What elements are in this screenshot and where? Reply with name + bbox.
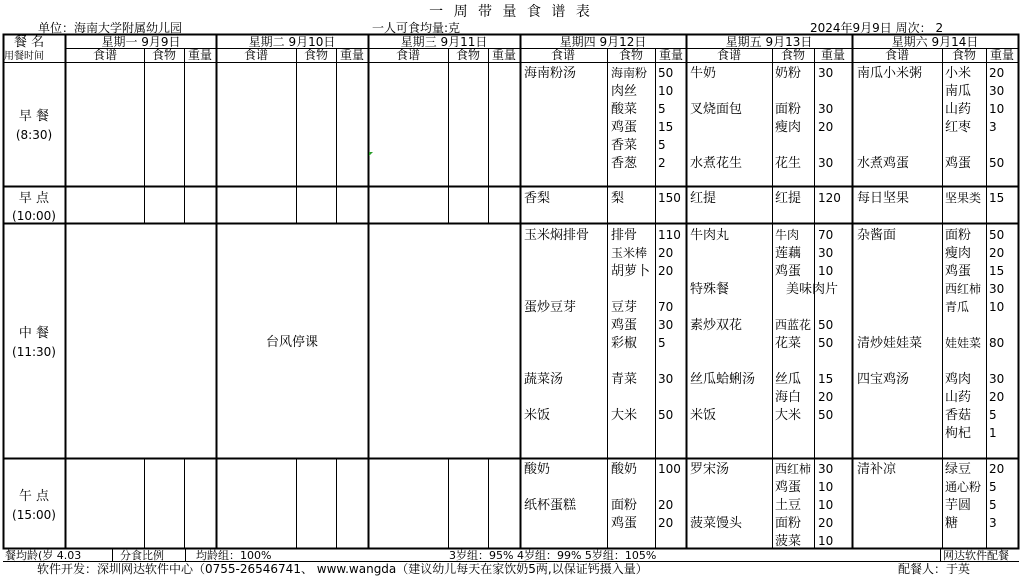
thu-food: 面粉 [611,498,638,513]
fri-weight: 10 [818,264,834,278]
fri-dish: 叉烧面包 [690,102,743,117]
thu-food: 鸡蛋 [611,318,638,333]
thu-dish: 玉米焖排骨 [524,228,590,243]
fri-dish: 素炒双花 [690,318,743,333]
thu-weight: 20 [658,246,674,260]
thu-weight: 100 [658,462,681,476]
thu-weight: 2 [658,156,666,170]
sat-food: 面粉 [945,228,972,243]
fri-food: 瘦肉 [775,120,802,135]
fri-weight: 15 [818,372,834,386]
sat-food: 娃娃菜 [945,336,982,350]
sub-weight: 重量 [820,48,846,62]
fri-weight: 30 [818,66,834,80]
sub-food: 食物 [618,48,644,62]
thu-food: 青菜 [611,372,638,387]
sat-dish: 每日坚果 [857,191,910,206]
day-header-fri: 星期五 9月13日 [725,35,813,49]
sat-weight: 80 [989,336,1005,350]
thu-weight: 30 [658,318,674,332]
fri-weight: 30 [818,462,834,476]
thu-weight: 15 [658,120,674,134]
sat-weight: 3 [989,516,997,530]
fri-food: 红提 [775,191,802,206]
thu-weight: 20 [658,498,674,512]
meal-morning-snack-time: (10:00) [12,209,56,223]
sat-weight: 10 [989,102,1005,116]
thu-weight: 110 [658,228,681,242]
thu-food: 大米 [611,408,638,423]
fri-food: 菠菜 [775,534,802,549]
sat-dish: 清补凉 [857,462,897,477]
fri-dish: 水煮花生 [690,156,743,171]
fri-food: 大米 [775,408,802,423]
thu-food: 海南粉 [611,66,648,80]
thu-weight: 20 [658,516,674,530]
sub-recipe: 食谱 [395,48,421,62]
meal-afternoon-snack-time: (15:00) [12,508,56,522]
sat-dish: 南瓜小米粥 [857,66,923,81]
sat-weight: 30 [989,282,1005,296]
sat-weight: 50 [989,228,1005,242]
fri-weight: 20 [818,390,834,404]
meal-breakfast-label: 早 餐 [18,109,50,124]
meal-lunch-time: (11:30) [12,345,56,359]
date-week-label: 2024年9月9日 周次： 2 [810,21,944,35]
sat-weight: 20 [989,462,1005,476]
day-header-wed: 星期三 9月11日 [400,35,488,49]
ratio-label: 分食比例 [120,549,164,562]
fri-weight: 120 [818,191,841,205]
thu-weight: 30 [658,372,674,386]
thu-food: 肉丝 [611,84,638,99]
thu-food: 彩椒 [611,336,638,351]
sat-weight: 1 [989,426,997,440]
cell-marker [369,152,373,156]
thu-weight: 5 [658,102,666,116]
sat-food: 小米 [945,66,972,81]
thu-dish: 酸奶 [524,462,551,477]
fri-weight: 30 [818,156,834,170]
fri-weight: 50 [818,318,834,332]
thu-food: 香葱 [611,156,638,171]
sub-food: 食物 [303,48,329,62]
fri-food: 莲藕 [775,246,802,261]
age-group-ratios: 3岁组：95% 4岁组：99% 5岁组：105% [449,549,657,562]
meal-morning-snack-label: 早 点 [18,191,50,206]
thu-dish: 米饭 [524,408,551,423]
sat-food: 通心粉 [945,480,982,494]
fri-weight: 10 [818,498,834,512]
sat-food: 鸡蛋 [945,264,972,279]
day-header-mon: 星期一 9月9日 [101,35,181,49]
thu-dish: 香梨 [524,191,551,206]
thu-weight: 20 [658,264,674,278]
unit-label: 单位：海南大学附属幼儿园 [38,21,183,35]
fri-food: 美味肉片 [786,282,839,297]
sat-weight: 5 [989,408,997,422]
day-header-thu: 星期四 9月12日 [559,35,647,49]
sub-recipe: 食谱 [716,48,742,62]
fri-weight: 50 [818,408,834,422]
thu-food: 胡萝卜 [611,264,651,279]
sat-food: 西红柿 [945,282,982,296]
nutritionist-label: 配餐人：于英 [898,562,971,576]
thu-weight: 70 [658,300,674,314]
fri-food: 花菜 [775,336,802,351]
thu-weight: 50 [658,66,674,80]
sat-dish: 四宝鸡汤 [857,372,910,387]
sub-recipe: 食谱 [550,48,576,62]
sat-weight: 30 [989,84,1005,98]
sat-food: 红枣 [945,120,972,135]
thu-weight: 5 [658,336,666,350]
sub-recipe: 食谱 [884,48,910,62]
thu-food: 鸡蛋 [611,516,638,531]
thu-food: 酸奶 [611,462,638,477]
sub-weight: 重量 [187,48,213,62]
thu-dish: 纸杯蛋糕 [524,498,577,513]
sub-recipe: 食谱 [92,48,118,62]
fri-food: 海白 [775,390,802,405]
sub-food: 食物 [951,48,977,62]
sat-food: 山药 [945,390,972,405]
sat-food: 鸡肉 [945,372,972,387]
sat-weight: 20 [989,390,1005,404]
sat-weight: 3 [989,120,997,134]
fri-dish: 丝瓜蛤蜊汤 [690,372,756,387]
sub-food: 食物 [780,48,806,62]
meal-breakfast-time: (8:30) [15,128,53,142]
fri-weight: 50 [818,336,834,350]
sat-food: 坚果类 [945,191,982,205]
thu-weight: 150 [658,191,681,205]
fri-food: 奶粉 [775,66,802,81]
fri-food: 土豆 [775,498,802,513]
sub-weight: 重量 [339,48,365,62]
day-header-tue: 星期二 9月10日 [248,35,336,49]
fri-dish: 菠菜馒头 [690,516,743,531]
fri-weight: 70 [818,228,834,242]
thu-food: 排骨 [611,228,638,243]
fri-dish: 牛肉丸 [690,228,730,243]
fri-weight: 20 [818,120,834,134]
sat-weight: 20 [989,66,1005,80]
fri-food: 面粉 [775,516,802,531]
thu-dish: 蔬菜汤 [524,372,564,387]
fri-dish: 红提 [690,191,717,206]
sat-food: 南瓜 [945,84,972,99]
fri-dish: 罗宋汤 [690,462,730,477]
developer-info: 软件开发：深圳网达软件中心（0755-26546741、 www.wangda（建议幼儿每天在家饮奶5两,以保证钙摄入量） [37,562,648,576]
sub-weight: 重量 [491,48,517,62]
sat-weight: 5 [989,480,997,494]
fri-food: 鸡蛋 [775,264,802,279]
sat-weight: 5 [989,498,997,512]
fri-weight: 20 [818,516,834,530]
fri-weight: 10 [818,480,834,494]
sat-dish: 水煮鸡蛋 [857,156,910,171]
fri-food: 丝瓜 [775,372,802,387]
fri-dish: 米饭 [690,408,717,423]
meal-lunch-label: 中 餐 [18,326,50,341]
sat-dish: 清炒娃娃菜 [857,336,923,351]
fri-food: 鸡蛋 [775,480,802,495]
thu-food: 酸菜 [611,102,638,117]
sat-food: 枸杞 [945,426,972,441]
fri-food: 西红柿 [775,462,812,476]
fri-dish: 特殊餐 [690,282,730,297]
thu-food: 豆芽 [611,300,638,315]
sat-food: 香菇 [945,408,972,423]
fri-food: 西蓝花 [775,318,812,332]
meal-afternoon-snack-label: 午 点 [18,489,50,504]
sat-weight: 50 [989,156,1005,170]
sat-food: 鸡蛋 [945,156,972,171]
age-average: 餐均龄(岁 4.03 [5,549,82,562]
sat-food: 山药 [945,102,972,117]
sat-weight: 30 [989,372,1005,386]
thu-food: 香菜 [611,138,638,153]
sub-weight: 重量 [658,48,684,62]
thu-weight: 10 [658,84,674,98]
per-person-label: 一人可食均量:克 [372,21,461,35]
time-label-header: 用餐时间 [4,51,44,62]
sat-food: 青瓜 [945,300,970,314]
thu-dish: 蛋炒豆芽 [524,300,577,315]
fri-weight: 30 [818,246,834,260]
sub-food: 食物 [455,48,481,62]
software-label: 网达软件配餐 [943,549,1009,562]
meal-label-header: 餐 名 [14,35,45,50]
fri-weight: 30 [818,102,834,116]
sat-food: 绿豆 [945,462,972,477]
sat-weight: 15 [989,191,1005,205]
day-header-sat: 星期六 9月14日 [891,35,979,49]
thu-dish: 海南粉汤 [524,66,577,81]
sub-weight: 重量 [989,48,1015,62]
typhoon-note: 台风停课 [265,335,319,350]
fri-dish: 牛奶 [690,66,717,81]
sat-weight: 15 [989,264,1005,278]
thu-weight: 50 [658,408,674,422]
sat-food: 瘦肉 [945,246,972,261]
fri-food: 牛肉 [775,228,800,242]
fri-weight: 10 [818,534,834,548]
sat-dish: 杂酱面 [857,228,897,243]
thu-food: 玉米棒 [611,246,648,260]
fri-food: 花生 [775,156,802,171]
fri-food: 面粉 [775,102,802,117]
thu-weight: 5 [658,138,666,152]
thu-food: 梨 [611,191,625,206]
sub-food: 食物 [151,48,177,62]
page-title: 一 周 带 量 食 谱 表 [429,4,593,20]
avg-group-ratio: 均龄组：100% [196,549,272,562]
sat-weight: 20 [989,246,1005,260]
sub-recipe: 食谱 [243,48,269,62]
sat-food: 芋圆 [945,498,972,513]
sat-food: 糖 [945,516,959,531]
sat-weight: 10 [989,300,1005,314]
thu-food: 鸡蛋 [611,120,638,135]
